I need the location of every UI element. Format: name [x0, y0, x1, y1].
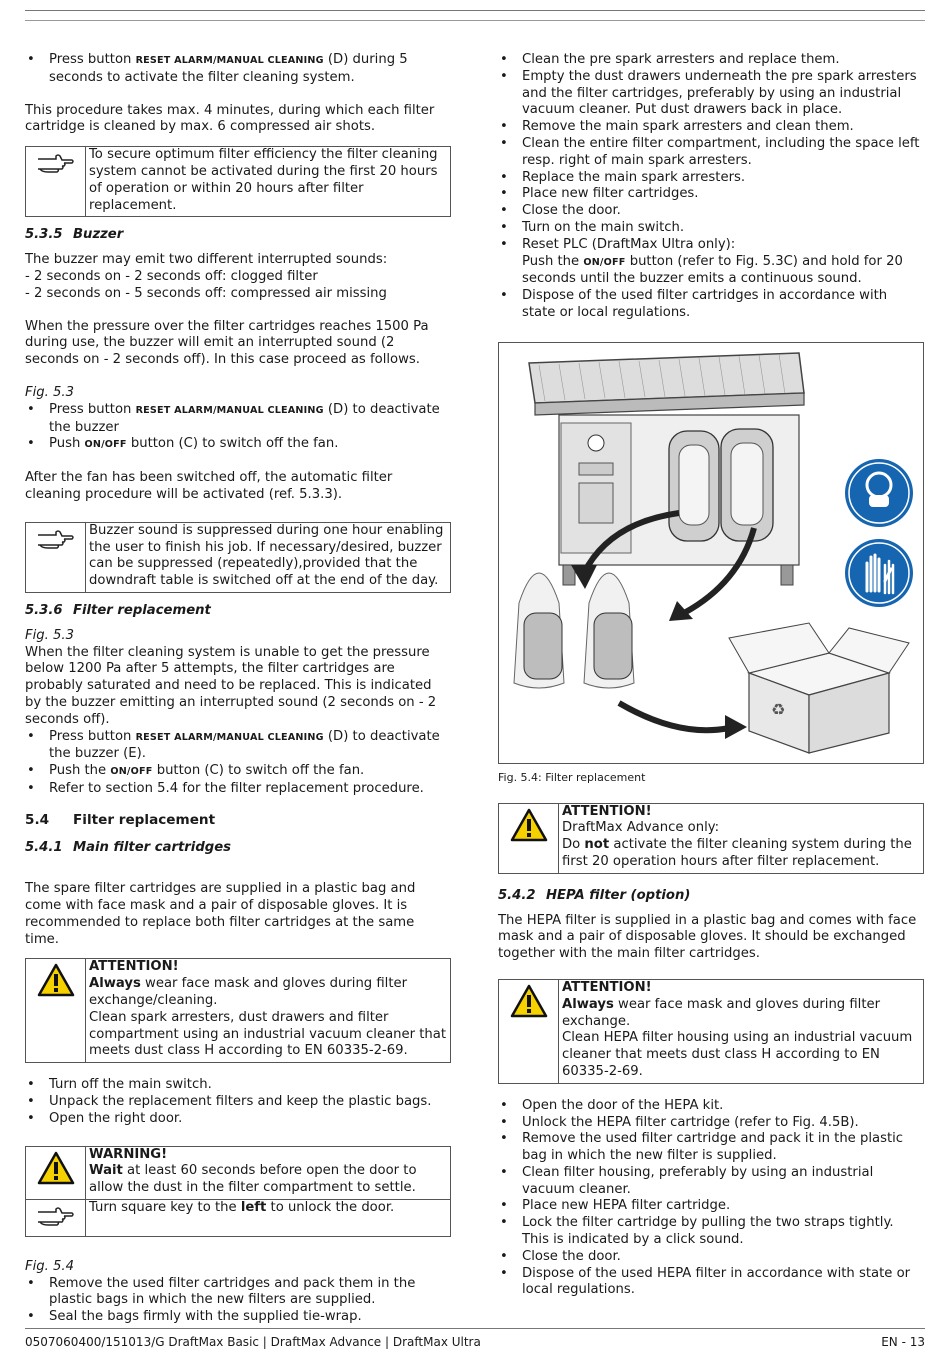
paragraph: - 2 seconds on - 5 seconds off: compressed air missing	[25, 285, 387, 301]
section-heading: 5.4.1 Main filter cartridges	[25, 840, 231, 856]
paragraph: - 2 seconds on - 2 seconds off: clogged filter	[25, 268, 318, 284]
attention-title: ATTENTION!	[562, 803, 652, 819]
list-item: • Press button RESET ALARM/MANUAL CLEANING (D) during 5 seconds to activate the filter cleaning system.	[25, 52, 451, 87]
left-column	[25, 52, 451, 1326]
intro-bullets	[25, 52, 451, 87]
figure-reference: Fig. 5.4	[25, 1258, 74, 1274]
list-item: • Unlock the HEPA filter cartridge (refer to Fig. 4.5B).	[498, 1115, 924, 1132]
pointing-hand-icon	[26, 522, 86, 592]
list-item: • Close the door.	[498, 203, 924, 220]
section-heading: 5.4 Filter replacement	[25, 811, 216, 828]
header-rule-secondary	[25, 20, 925, 21]
list-item: • Clean the entire filter compartment, including the space left resp. right of main spark arresters.	[498, 136, 924, 170]
attention-box: ATTENTION! Always wear face mask and gloves during filter exchange. Clean HEPA filter housing using an industrial vacuum cleaner that meets dust class H according to EN 60335-2-69.	[498, 979, 924, 1084]
list-item: • Clean filter housing, preferably by using an industrial vacuum cleaner.	[498, 1165, 924, 1199]
paragraph: When the filter cleaning system is unable to get the pressure below 1200 Pa after 5 attempts, the filter cartridges are probably saturated and need to be replaced. This is indicated by the buzzer emitting an interrupted sound (2 seconds on - 2 seconds off).	[25, 644, 437, 727]
filter-replacement-illustration	[499, 343, 924, 764]
figure-caption: Fig. 5.4: Filter replacement	[498, 770, 646, 784]
list-item: • Press button RESET ALARM/MANUAL CLEANING (D) to deactivate the buzzer (E).	[25, 729, 451, 764]
section-heading: 5.3.6 Filter replacement	[25, 602, 211, 618]
note-box	[25, 146, 451, 217]
list-item: • Unpack the replacement filters and keep the plastic bags.	[25, 1094, 451, 1111]
list-item: • Remove the used filter cartridge and pack it in the plastic bag in which the new filter is supplied.	[498, 1131, 924, 1165]
attention-title: ATTENTION!	[562, 979, 652, 995]
replacement-steps	[25, 729, 451, 798]
list-item: • Turn off the main switch.	[25, 1077, 451, 1094]
warning-triangle-icon	[499, 803, 559, 873]
warning-triangle-icon	[26, 959, 86, 1063]
right-column	[498, 52, 924, 1299]
attention-title: ATTENTION!	[89, 959, 179, 975]
steps-list	[498, 237, 924, 322]
attention-box: ATTENTION! Always wear face mask and gloves during filter exchange/cleaning. Clean spark arresters, dust drawers and filter compartment using an industrial vacuum cleaner that meets dust class H according to EN 60335-2-69.	[25, 958, 451, 1063]
paragraph: The spare filter cartridges are supplied in a plastic bag and come with face mask and a pair of disposable gloves. It is recommended to replace both filter cartridges at the same time.	[25, 881, 416, 947]
note-box	[25, 522, 451, 593]
page-footer	[25, 1328, 925, 1351]
list-item: • Remove the used filter cartridges and pack them in the plastic bags in which the new filters are supplied.	[25, 1276, 451, 1310]
list-item: • Clean the pre spark arresters and replace them.	[498, 52, 924, 69]
button-label: RESET ALARM/MANUAL CLEANING	[135, 55, 324, 66]
section-heading: 5.4.2 HEPA filter (option)	[498, 887, 691, 903]
buzzer-steps	[25, 402, 451, 454]
list-item: • Place new HEPA filter cartridge.	[498, 1198, 924, 1215]
paragraph: The buzzer may emit two different interrupted sounds:	[25, 252, 388, 268]
list-item: • Open the door of the HEPA kit.	[498, 1098, 924, 1115]
figure-reference: Fig. 5.3	[25, 384, 74, 400]
pointing-hand-icon	[26, 147, 86, 217]
list-item: • Seal the bags firmly with the supplied tie-wrap.	[25, 1309, 451, 1326]
warning-triangle-icon	[499, 979, 559, 1083]
list-item: • Open the right door.	[25, 1111, 451, 1128]
list-item: • Push ON/OFF button (C) to switch off the fan.	[25, 436, 451, 454]
warning-box: WARNING! Wait at least 60 seconds before open the door to allow the dust in the filter compartment to settle. Turn square key to the left to unlock the door.	[25, 1146, 451, 1237]
procedure-text: This procedure takes max. 4 minutes, during which each filter cartridge is cleaned by max. 6 compressed air shots.	[25, 102, 435, 135]
warning-triangle-icon	[26, 1146, 86, 1199]
steps-list	[25, 1077, 451, 1127]
filter-replacement-figure	[498, 342, 924, 764]
header-rule	[25, 10, 925, 11]
paragraph: The HEPA filter is supplied in a plastic bag and comes with face mask and a pair of disposable gloves. It should be exchanged together with the main filter cartridges.	[498, 912, 917, 962]
list-item: • Refer to section 5.4 for the filter replacement procedure.	[25, 781, 451, 798]
warning-title: WARNING!	[89, 1146, 168, 1162]
steps-list	[498, 52, 924, 237]
list-item: • Place new filter cartridges.	[498, 186, 924, 203]
paragraph: After the fan has been switched off, the automatic filter cleaning procedure will be activated (ref. 5.3.3).	[25, 470, 393, 502]
list-item: • Close the door.	[498, 1249, 924, 1266]
list-item: • Replace the main spark arresters.	[498, 170, 924, 187]
list-item: • Push the ON/OFF button (C) to switch off the fan.	[25, 763, 451, 781]
steps-list	[498, 1098, 924, 1300]
list-item: • Lock the filter cartridge by pulling the two straps tightly. This is indicated by a click sound.	[498, 1215, 924, 1249]
list-item: • Empty the dust drawers underneath the pre spark arresters and the filter cartridges, preferably by using an industrial vacuum cleaner. Put dust drawers back in place.	[498, 69, 924, 119]
pointing-hand-icon	[26, 1200, 86, 1237]
list-item: • Remove the main spark arresters and clean them.	[498, 119, 924, 136]
note-text: To secure optimum filter efficiency the filter cleaning system cannot be activated during the first 20 hours of operation or within 20 hours after filter replacement.	[86, 147, 451, 217]
list-item: • Dispose of the used filter cartridges in accordance with state or local regulations.	[498, 288, 924, 322]
document-reference: 0507060400/151013/G DraftMax Basic | DraftMax Advance | DraftMax Ultra	[25, 1335, 481, 1349]
steps-list	[25, 1276, 451, 1326]
figure-reference: Fig. 5.3	[25, 627, 74, 643]
attention-box: ATTENTION! DraftMax Advance only: Do not activate the filter cleaning system during the first 20 operation hours after filter replacement.	[498, 803, 924, 874]
list-item: • Dispose of the used HEPA filter in accordance with state or local regulations.	[498, 1266, 924, 1300]
page-number: EN - 13	[881, 1335, 925, 1349]
note-text: Buzzer sound is suppressed during one hour enabling the user to finish his job. If necessary/desired, buzzer can be suppressed (repeatedly),provided that the downdraft table is switched off at the end of the day.	[86, 522, 451, 592]
list-item: • Reset PLC (DraftMax Ultra only): Push the ON/OFF button (refer to Fig. 5.3C) and hold for 20 seconds until the buzzer emits a continuous sound.	[498, 237, 924, 288]
list-item: • Press button RESET ALARM/MANUAL CLEANING (D) to deactivate the buzzer	[25, 402, 451, 437]
svg-text:♻: ♻	[771, 699, 786, 719]
section-heading: 5.3.5 Buzzer	[25, 227, 124, 243]
list-item: • Turn on the main switch.	[498, 220, 924, 237]
paragraph: When the pressure over the filter cartridges reaches 1500 Pa during use, the buzzer will emit an interrupted sound (2 seconds on - 2 seconds off). In this case proceed as follows.	[25, 318, 429, 368]
